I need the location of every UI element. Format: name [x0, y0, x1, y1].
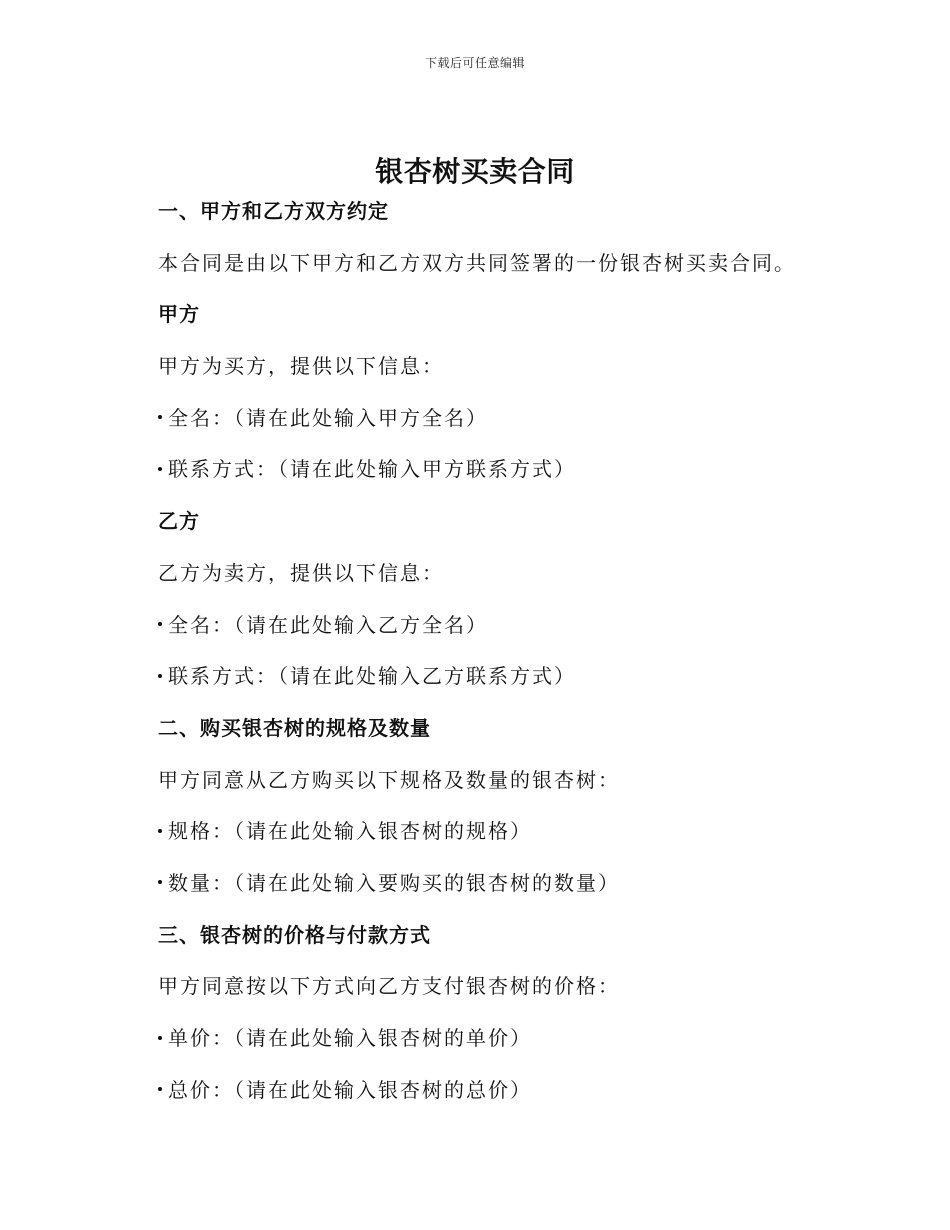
spec-item	[158, 816, 858, 868]
bullet-icon	[158, 415, 162, 419]
party-a-contact-text: 联系方式：（请在此处输入甲方联系方式）	[168, 457, 576, 482]
section-2-heading: 二、购买银杏树的规格及数量	[158, 715, 431, 740]
party-a-label: 甲方	[158, 302, 200, 327]
bullet-icon	[158, 622, 162, 626]
total-price-text: 总价：（请在此处输入银杏树的总价）	[168, 1077, 532, 1102]
bullet-icon	[158, 880, 162, 884]
document-body	[158, 196, 858, 1126]
party-a-name-item	[158, 403, 858, 455]
section-1-intro: 本合同是由以下甲方和乙方双方共同签署的一份银杏树买卖合同。	[158, 250, 796, 275]
bullet-icon	[158, 1036, 162, 1040]
total-price-item	[158, 1075, 858, 1127]
party-a-desc: 甲方为买方，提供以下信息：	[158, 354, 444, 379]
section-3-heading: 三、银杏树的价格与付款方式	[158, 922, 431, 947]
bullet-icon	[158, 467, 162, 471]
party-b-contact-text: 联系方式：（请在此处输入乙方联系方式）	[168, 664, 576, 689]
party-a-name-text: 全名：（请在此处输入甲方全名）	[168, 405, 488, 430]
section-3-intro: 甲方同意按以下方式向乙方支付银杏树的价格：	[158, 974, 620, 999]
party-b-label: 乙方	[158, 509, 200, 534]
party-b-name-text: 全名：（请在此处输入乙方全名）	[168, 612, 488, 637]
bullet-icon	[158, 1087, 162, 1091]
header-note: 下载后可任意编辑	[424, 56, 525, 70]
quantity-item	[158, 868, 858, 920]
document-title: 银杏树买卖合同	[375, 155, 575, 188]
bullet-icon	[158, 829, 162, 833]
party-b-name-item	[158, 610, 858, 662]
section-2-intro: 甲方同意从乙方购买以下规格及数量的银杏树：	[158, 767, 620, 792]
bullet-icon	[158, 674, 162, 678]
unit-price-text: 单价：（请在此处输入银杏树的单价）	[168, 1026, 532, 1050]
section-1-heading: 一、甲方和乙方双方约定	[158, 199, 389, 223]
party-b-contact-item	[158, 661, 858, 713]
quantity-text: 数量：（请在此处输入要购买的银杏树的数量）	[168, 870, 620, 895]
unit-price-item	[158, 1023, 858, 1075]
party-b-desc: 乙方为卖方，提供以下信息：	[158, 560, 444, 585]
spec-text: 规格：（请在此处输入银杏树的规格）	[168, 819, 532, 844]
party-a-contact-item	[158, 454, 858, 506]
